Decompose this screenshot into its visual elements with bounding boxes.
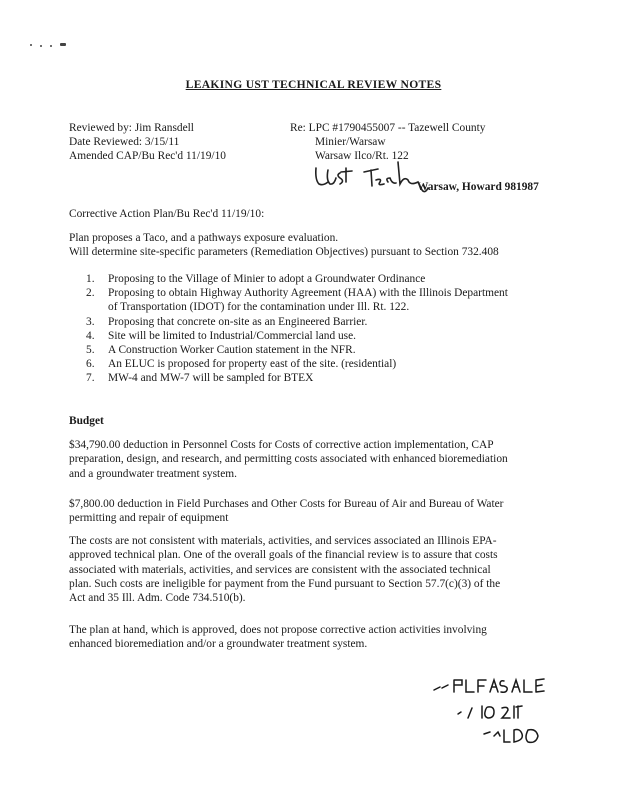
list-item: 2. Proposing to obtain Highway Authority Agreement (HAA) with the Illinois Department	[86, 287, 508, 300]
review-info-block	[69, 121, 226, 163]
amended-cap-received: Amended CAP/Bu Rec'd 11/19/10	[69, 150, 226, 162]
budget-paragraph-2	[69, 497, 559, 526]
list-item: 1. Proposing to the Village of Minier to adopt a Groundwater Ordinance	[86, 273, 426, 285]
proposal-list	[86, 272, 508, 386]
re-lpc-number: Re: LPC #1790455007 -- Tazewell County	[290, 122, 486, 134]
budget-heading: Budget	[69, 415, 104, 427]
re-site-name: Warsaw Ilco/Rt. 122	[315, 150, 409, 162]
budget-paragraph-3	[69, 534, 559, 605]
re-site-location: Minier/Warsaw	[315, 136, 386, 148]
paragraph-line: $34,790.00 deduction in Personnel Costs for Costs of corrective action implementation, CAP	[69, 439, 494, 451]
reviewed-by: Reviewed by: Jim Ransdell	[69, 122, 194, 134]
paragraph-line: enhanced bioremediation and/or a groundwater treatment system.	[69, 638, 368, 651]
releasable-stamp	[428, 670, 558, 750]
plan-intro-line2: Will determine site-specific parameters (Remediation Objectives) pursuant to Section 732.408	[69, 246, 499, 258]
paragraph-line: permitting and repair of equipment	[69, 512, 229, 525]
paragraph-line: plan. Such costs are ineligible for payment from the Fund pursuant to Section 57.7(c)(3) of the	[69, 577, 501, 590]
budget-paragraph-1	[69, 438, 559, 481]
date-reviewed: Date Reviewed: 3/15/11	[69, 136, 180, 148]
scan-specks	[30, 40, 70, 48]
section-heading: Corrective Action Plan/Bu Rec'd 11/19/10:	[69, 208, 265, 220]
paragraph-line: preparation, design, and research, and permitting costs associated with enhanced bioremediation	[69, 453, 508, 466]
paragraph-line: and a groundwater treatment system.	[69, 467, 237, 480]
list-item: 3. Proposing that concrete on-site as an Engineered Barrier.	[86, 315, 368, 328]
paragraph-line: Act and 35 Ill. Adm. Code 734.510(b).	[69, 592, 246, 605]
handwritten-signature	[310, 156, 430, 198]
list-item: 6. An ELUC is proposed for property east of the site. (residential)	[86, 358, 397, 371]
paragraph-line: associated with materials, activities, and services are consistent with the associated technical	[69, 563, 491, 576]
re-incident-number: Warsaw, Howard 981987	[417, 181, 539, 193]
plan-intro	[69, 231, 499, 259]
paragraph-line: The costs are not consistent with materials, activities, and services associated an Illinois EPA-	[69, 535, 497, 547]
budget-paragraph-4	[69, 623, 559, 652]
plan-intro-line1: Plan proposes a Taco, and a pathways exposure evaluation.	[69, 232, 339, 244]
paragraph-line: approved technical plan. One of the overall goals of the financial review is to assure that costs	[69, 549, 498, 562]
list-item-continuation: of Transportation (IDOT) for the contamination under Ill. Rt. 122.	[108, 301, 410, 314]
list-item: 4. Site will be limited to Industrial/Commercial land use.	[86, 329, 357, 342]
paragraph-line: $7,800.00 deduction in Field Purchases and Other Costs for Bureau of Air and Bureau of Water	[69, 498, 504, 510]
list-item: 7. MW-4 and MW-7 will be sampled for BTEX	[86, 372, 314, 385]
document-title: LEAKING UST TECHNICAL REVIEW NOTES	[185, 78, 442, 91]
paragraph-line: The plan at hand, which is approved, does not propose corrective action activities involving	[69, 624, 487, 636]
list-item: 5. A Construction Worker Caution statement in the NFR.	[86, 343, 356, 356]
